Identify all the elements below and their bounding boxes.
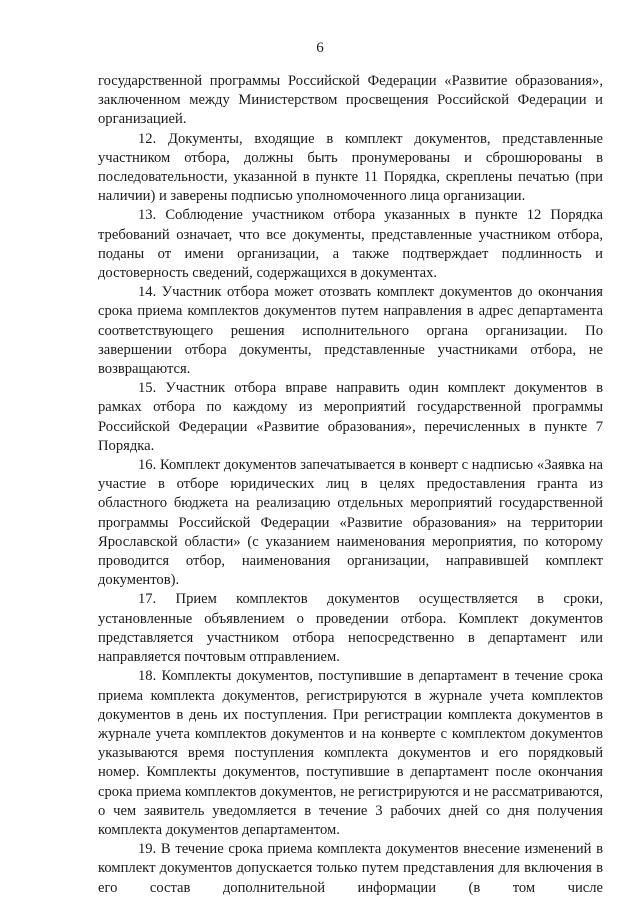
paragraph-15: 15. Участник отбора вправе направить один комплект документов в рамках отбора по каждому из мероприятий государственной программы Российской Федерации «Развитие образования», перечисленных в пункте 7 Порядка. [98,380,603,454]
paragraph-18: 18. Комплекты документов, поступившие в департамент в течение срока приема комплекта документов, регистрируются в журнале учета комплектов документов в день их поступления. При регистрации комплекта документов в журнале учета комплектов документов и на конверте с комплектом документов указываются время поступления комплекта документов и его порядковый номер. Комплекты документов, поступившие в департамент после окончания срока приема комплектов документов, не регистрируются и не рассматриваются, о чем заявитель уведомляется в течение 3 рабочих дней со дня получения комплекта документов департаментом. [98,668,603,838]
paragraph-13: 13. Соблюдение участником отбора указанных в пункте 12 Порядка требований означает, что все документы, представленные участником отбора, поданы от имени организации, а также подтверждает подлинность и достоверность сведений, содержащихся в документах. [98,207,603,282]
paragraph-16: 16. Комплект документов запечатывается в конверт с надписью «Заявка на участие в отборе юридических лиц в целях предоставления гранта из областного бюджета на реализацию отдельных мероприятий государственной программы Российской Федерации «Развитие образования» на территории Ярославской области» (с указанием наименования мероприятия, по которому проводится отбор, наименования организации, направившей комплект документов). [98,457,603,589]
paragraph-17: 17. Прием комплектов документов осуществляется в сроки, установленные объявлением о проведении отбора. Комплект документов представляется участником отбора непосредственно в департамент или направляется почтовым отправлением. [98,591,603,666]
document-body [98,72,603,898]
paragraph-19: 19. В течение срока приема комплекта документов внесение изменений в комплект документов допускается только путем представления для включения в его состав дополнительной информации (в том числе [98,841,603,896]
paragraph-continuation: государственной программы Российской Федерации «Развитие образования», заключенном между Министерством просвещения Российской Федерации и организацией. [98,73,603,128]
paragraph-14: 14. Участник отбора может отозвать комплект документов до окончания срока приема комплектов документов путем направления в адрес департамента соответствующего решения исполнительного органа организации. По завершении отбора документы, представленные участниками отбора, не возвращаются. [98,284,603,378]
paragraph-12: 12. Документы, входящие в комплект документов, представленные участником отбора, должны быть пронумерованы и сброшюрованы в последовательности, указанной в пункте 11 Порядка, скреплены печатью (при наличии) и заверены подписью уполномоченного лица организации. [98,130,603,205]
page-number: 6 [316,40,324,56]
